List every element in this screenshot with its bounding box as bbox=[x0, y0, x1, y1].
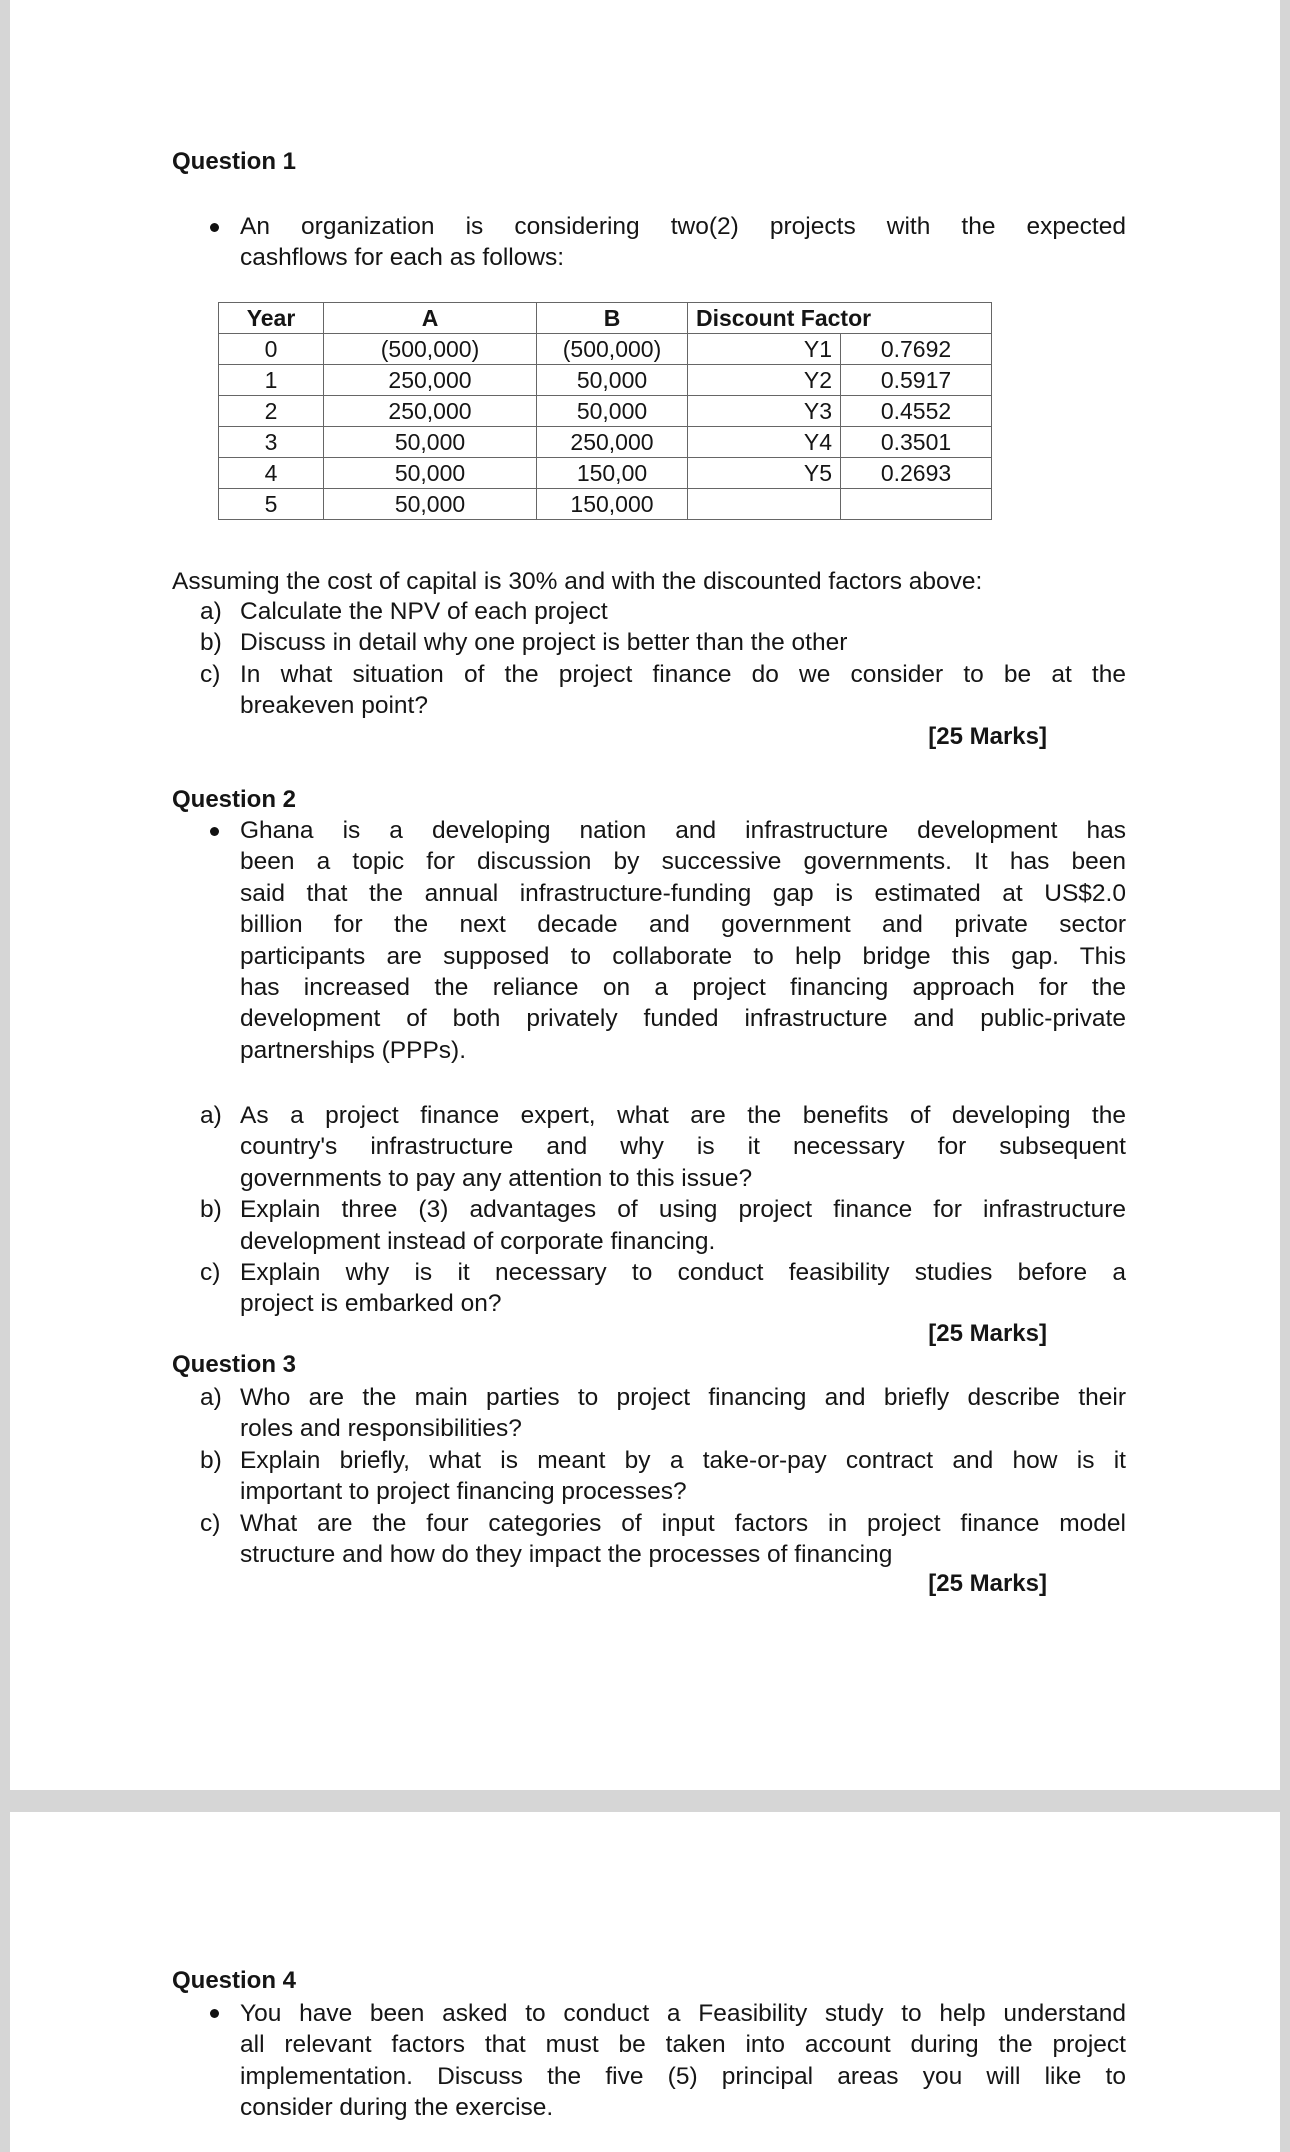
question-1-intro: Assuming the cost of capital is 30% and with the discounted factors above: bbox=[172, 568, 983, 595]
text-line: Explain three (3) advantages of using project finance for infrastructure bbox=[240, 1196, 1126, 1224]
question-1-marks: [25 Marks] bbox=[928, 723, 1047, 750]
question-2-marks: [25 Marks] bbox=[928, 1320, 1047, 1347]
text-line: has increased the reliance on a project financing approach for the bbox=[240, 973, 1126, 1001]
cell-project-b: 150,00 bbox=[537, 458, 688, 489]
document-page-2 bbox=[10, 1812, 1280, 2152]
question-1-heading: Question 1 bbox=[172, 148, 297, 175]
text-line: participants are supposed to collaborate to help bridge this gap. This bbox=[240, 942, 1126, 970]
part-label: b) bbox=[200, 1446, 222, 1474]
cell-project-a: 50,000 bbox=[324, 458, 537, 489]
question-4-heading: Question 4 bbox=[172, 1967, 297, 1994]
part-text bbox=[240, 627, 1126, 658]
text-line: In what situation of the project finance do we consider to be at the bbox=[240, 660, 1126, 688]
cell-discount-factor bbox=[841, 489, 992, 520]
part-text bbox=[240, 596, 1126, 627]
cell-discount-factor: 0.2693 bbox=[841, 458, 992, 489]
part-text bbox=[240, 1508, 1126, 1571]
header-a: A bbox=[324, 303, 537, 334]
cell-year: 1 bbox=[219, 365, 324, 396]
text-line: As a project finance expert, what are the benefits of developing the bbox=[240, 1102, 1126, 1129]
bullet-icon bbox=[210, 223, 219, 232]
cell-discount-factor: 0.4552 bbox=[841, 396, 992, 427]
text-line: Ghana is a developing nation and infrastructure development has bbox=[240, 817, 1126, 844]
text-line: Explain briefly, what is meant by a take-or-pay contract and how is it bbox=[240, 1446, 1126, 1474]
part-text bbox=[240, 659, 1126, 722]
part-label: a) bbox=[200, 1384, 222, 1411]
cell-discount-year: Y4 bbox=[688, 427, 841, 458]
cell-discount-year: Y3 bbox=[688, 396, 841, 427]
cell-year: 4 bbox=[219, 458, 324, 489]
text-line: been a topic for discussion by successive governments. It has been bbox=[240, 848, 1126, 876]
question-2-text bbox=[240, 815, 1126, 1066]
text-line: Explain why is it necessary to conduct feasibility studies before a bbox=[240, 1259, 1126, 1286]
part-text bbox=[240, 1100, 1126, 1194]
text-line: An organization is considering two(2) projects with the expected bbox=[240, 213, 1126, 240]
cell-project-a: (500,000) bbox=[324, 334, 537, 365]
question-2-heading: Question 2 bbox=[172, 786, 297, 813]
table-header-row bbox=[219, 303, 992, 334]
cell-year: 2 bbox=[219, 396, 324, 427]
text-line: said that the annual infrastructure-funding gap is estimated at US$2.0 bbox=[240, 879, 1126, 907]
cell-discount-year: Y5 bbox=[688, 458, 841, 489]
part-label: b) bbox=[200, 1196, 222, 1224]
table-row bbox=[219, 365, 992, 396]
header-b: B bbox=[537, 303, 688, 334]
cell-project-b: 150,000 bbox=[537, 489, 688, 520]
text-line: Calculate the NPV of each project bbox=[240, 598, 608, 625]
text-line: Who are the main parties to project financing and briefly describe their bbox=[240, 1384, 1126, 1411]
text-line: What are the four categories of input factors in project finance model bbox=[240, 1509, 1126, 1537]
part-text bbox=[240, 1194, 1126, 1257]
part-label: a) bbox=[200, 1102, 222, 1129]
text-line: implementation. Discuss the five (5) principal areas you will like to bbox=[240, 2062, 1126, 2090]
table-row bbox=[219, 458, 992, 489]
text-line: roles and responsibilities? bbox=[240, 1415, 522, 1443]
cell-discount-year: Y2 bbox=[688, 365, 841, 396]
cell-project-b: (500,000) bbox=[537, 334, 688, 365]
part-label: b) bbox=[200, 629, 222, 657]
part-label: a) bbox=[200, 598, 222, 625]
text-line: development instead of corporate financing. bbox=[240, 1227, 716, 1255]
text-line: important to project financing processes? bbox=[240, 1478, 687, 1506]
cell-project-a: 50,000 bbox=[324, 489, 537, 520]
part-label: c) bbox=[200, 1259, 221, 1286]
text-line: billion for the next decade and government and private sector bbox=[240, 911, 1126, 939]
question-1-text bbox=[240, 211, 1126, 274]
text-line: governments to pay any attention to this issue? bbox=[240, 1164, 753, 1192]
cell-year: 3 bbox=[219, 427, 324, 458]
part-label: c) bbox=[200, 1509, 221, 1537]
part-text bbox=[240, 1382, 1126, 1445]
part-label: c) bbox=[200, 660, 221, 688]
text-line: partnerships (PPPs). bbox=[240, 1036, 467, 1064]
header-year: Year bbox=[219, 303, 324, 334]
cell-year: 5 bbox=[219, 489, 324, 520]
question-3-heading: Question 3 bbox=[172, 1351, 297, 1378]
bullet-icon bbox=[210, 827, 219, 836]
text-line: all relevant factors that must be taken into account during the project bbox=[240, 2031, 1126, 2059]
header-discount-factor: Discount Factor bbox=[688, 303, 992, 334]
cell-discount-year bbox=[688, 489, 841, 520]
question-3-marks: [25 Marks] bbox=[928, 1570, 1047, 1597]
cell-project-b: 50,000 bbox=[537, 396, 688, 427]
part-text bbox=[240, 1445, 1126, 1508]
cashflow-table bbox=[218, 302, 992, 520]
bullet-icon bbox=[210, 2009, 219, 2018]
table-row bbox=[219, 334, 992, 365]
text-line: cashflows for each as follows: bbox=[240, 244, 565, 272]
cell-project-a: 250,000 bbox=[324, 365, 537, 396]
text-line: consider during the exercise. bbox=[240, 2094, 554, 2122]
table-row bbox=[219, 427, 992, 458]
document-page-1 bbox=[10, 0, 1280, 1790]
part-text bbox=[240, 1257, 1126, 1320]
text-line: You have been asked to conduct a Feasibility study to help understand bbox=[240, 2000, 1126, 2027]
cell-discount-factor: 0.5917 bbox=[841, 365, 992, 396]
text-line: country's infrastructure and why is it necessary for subsequent bbox=[240, 1133, 1126, 1161]
text-line: project is embarked on? bbox=[240, 1290, 502, 1318]
cell-discount-year: Y1 bbox=[688, 334, 841, 365]
cell-discount-factor: 0.7692 bbox=[841, 334, 992, 365]
table-row bbox=[219, 489, 992, 520]
text-line: breakeven point? bbox=[240, 692, 428, 720]
question-4-text bbox=[240, 1998, 1126, 2124]
text-line: Discuss in detail why one project is better than the other bbox=[240, 629, 848, 657]
cell-year: 0 bbox=[219, 334, 324, 365]
table-row bbox=[219, 396, 992, 427]
cell-project-a: 50,000 bbox=[324, 427, 537, 458]
text-line: structure and how do they impact the processes of financing bbox=[240, 1540, 893, 1568]
text-line: development of both privately funded infrastructure and public-private bbox=[240, 1005, 1126, 1033]
cell-discount-factor: 0.3501 bbox=[841, 427, 992, 458]
cell-project-b: 50,000 bbox=[537, 365, 688, 396]
cell-project-b: 250,000 bbox=[537, 427, 688, 458]
cell-project-a: 250,000 bbox=[324, 396, 537, 427]
